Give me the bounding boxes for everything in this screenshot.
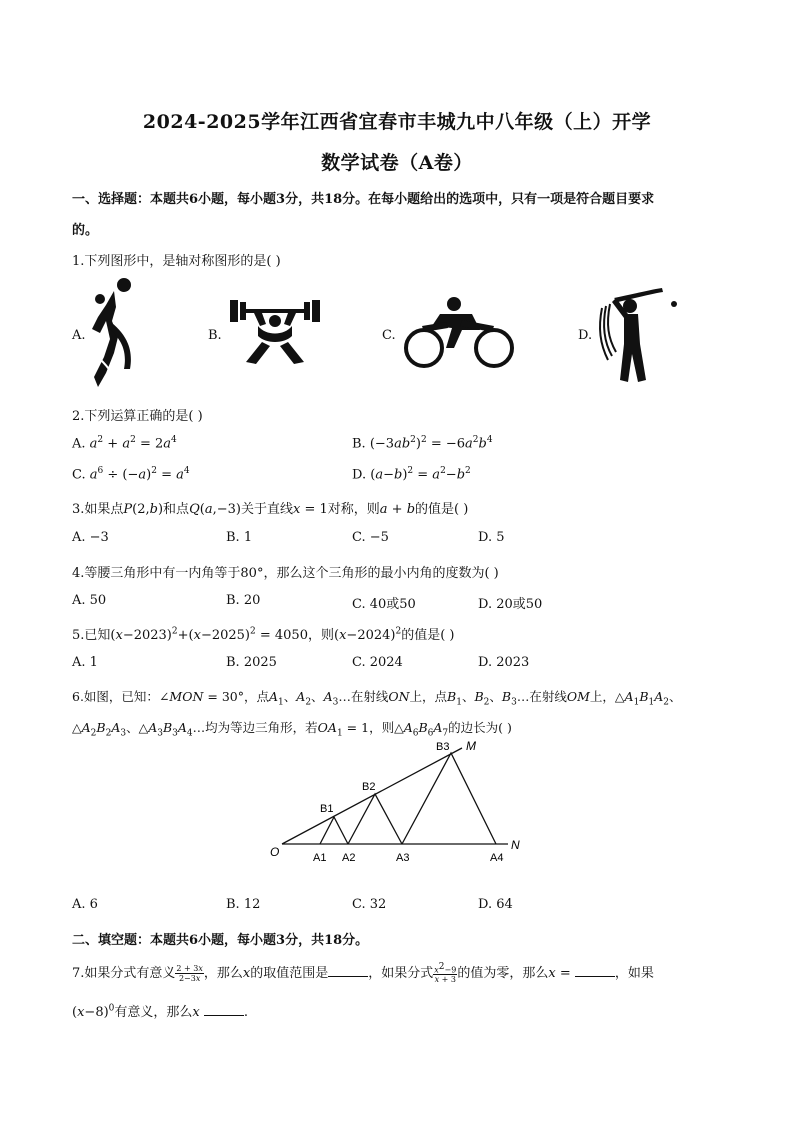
q1-option-b-label: B. [208, 328, 222, 343]
exam-title-line1: 2024-2025学年江西省宜春市丰城九中八年级（上）开学 [142, 111, 652, 133]
q2-option-c-label: C. [72, 467, 90, 483]
q3-stem-pre: 3.如果点 [72, 502, 124, 517]
q3-stem: 3.如果点P(2,b)和点Q(a,−3)关于直线x = 1对称，则a + b的值是( ) [72, 502, 469, 517]
q6-option-c: C. 32 [352, 897, 387, 912]
exam-title-line2: 数学试卷（A卷） [321, 152, 473, 174]
ray-OM [282, 748, 462, 844]
q2-option-c: C. $a^6 \div (-a)^2 = a^4$ [72, 466, 190, 483]
volleyball-player-icon [84, 277, 136, 389]
q6-option-a: A. 6 [72, 897, 98, 912]
q6-geometry-figure [262, 736, 532, 868]
q6-line1-mid2: …在射线 [338, 689, 389, 704]
q3-option-d: D. 5 [478, 530, 505, 545]
section2-heading: 二、填空题：本题共6小题，每小题3分，共18分。 [72, 933, 369, 948]
q2-option-a: A. $a^2 + a^2 = 2a^4$ [72, 435, 177, 452]
triangle-A3B3A4 [402, 753, 496, 844]
q3-stem-mid3: 对称，则 [327, 502, 380, 517]
label-B2: B2 [362, 781, 376, 793]
q3-option-a: A. −3 [72, 530, 109, 545]
label-O: O [270, 845, 280, 859]
q5-option-b: B. 2025 [226, 655, 277, 670]
q6-stem-line1: 6.如图，已知：∠MON = 30°，点$A_1$、$A_2$、$A_3\dots$在射线ON上，点$B_1$、$B_2$、$B_3\dots$在射线OM上，$\triangle A_1B_1A_2$、 [72, 689, 682, 708]
q6-option-b: B. 12 [226, 897, 261, 912]
section1-heading-cont: 的。 [72, 223, 99, 238]
golfer-icon [594, 284, 684, 384]
q2-option-b-label: B. [352, 436, 370, 452]
q6-line1-mid3: 上，点 [409, 689, 448, 704]
q3-stem-mid1: 和点 [163, 502, 190, 517]
q4-option-b: B. 20 [226, 593, 261, 608]
q5-stem-pre: 5.已知 [72, 628, 111, 643]
q7-stem-line1: 7.如果分式有意义 $\frac{2 + 3x}{2-3x}$ ，那么x的取值范围是 ，如果分式 $\frac{x^2-9}{x + 3}$ 的值为零，那么x = ，如果 [72, 961, 654, 985]
q5-stem-post: 的值是( ) [401, 628, 455, 643]
q4-option-c: C. 40或50 [352, 597, 416, 612]
q2-option-d-label: D. [352, 467, 371, 483]
cyclist-icon [402, 296, 516, 370]
q5-stem: 5.已知$(x-2023)^2+(x-2025)^2 = 4050$，则$(x-2024)^2$的值是( ) [72, 626, 455, 643]
q7-line1-post: ，如果 [614, 966, 654, 981]
q6-line1-pre: 6.如图，已知： [72, 689, 159, 704]
q4-stem: 4.等腰三角形中有一内角等于80°，那么这个三角形的最小内角的度数为( ) [72, 566, 499, 581]
q7-blank-2[interactable] [575, 964, 615, 977]
label-A2: A2 [342, 852, 356, 864]
q1-stem: 1.下列图形中，是轴对称图形的是( ) [72, 254, 281, 269]
q5-stem-mid: ，则 [307, 628, 334, 643]
label-N: N [511, 838, 520, 852]
q7-stem-line2: $(x-8)^0$有意义，那么x . [72, 1003, 249, 1020]
q6-stem-line2: $\triangle A_2B_2A_3$、$\triangle A_3B_3A_4\dots$均为等边三角形，若$OA_1 = 1$，则$\triangle A_6B_6A_7$的边长为( ) [72, 720, 512, 739]
label-A3: A3 [396, 852, 410, 864]
q7-line1-mid3: ，如果分式 [368, 966, 434, 981]
q7-line1-pre: 7.如果分式有意义 [72, 966, 176, 981]
q3-stem-mid2: 关于直线 [240, 502, 293, 517]
q7-blank-3[interactable] [204, 1003, 244, 1016]
q7-line2-mid: 有意义，那么 [114, 1005, 193, 1020]
q6-line2-mid2: ，则 [369, 720, 395, 735]
q2-option-b: B. $(-3ab^2)^2 = -6a^2b^4$ [352, 435, 493, 452]
q5-option-d: D. 2023 [478, 655, 530, 670]
q1-option-d-label: D. [578, 328, 593, 343]
q3-option-b: B. 1 [226, 530, 253, 545]
label-A4: A4 [490, 852, 504, 864]
section1-heading: 一、选择题：本题共6小题，每小题3分，共18分。在每小题给出的选项中，只有一项是符合题目要求 [72, 192, 655, 207]
q6-line1-mid4: …在射线 [516, 689, 567, 704]
q6-line1-mid1: ，点 [243, 689, 269, 704]
q6-option-d: D. 64 [478, 897, 513, 912]
weightlifter-icon [226, 296, 324, 366]
q6-line2-post: 的边长为( ) [448, 720, 512, 735]
q6-line1-mid5: 上， [589, 689, 615, 704]
q7-line1-mid2: 的取值范围是 [250, 966, 329, 981]
q2-option-d: D. $(a-b)^2 = a^2-b^2$ [352, 466, 471, 483]
label-B3: B3 [436, 741, 450, 753]
q2-stem: 2.下列运算正确的是( ) [72, 409, 203, 424]
q1-option-c-label: C. [382, 328, 396, 343]
q7-line1-mid1: ，那么 [203, 966, 243, 981]
q5-option-c: C. 2024 [352, 655, 403, 670]
q7-line2-post: . [243, 1005, 249, 1020]
q4-option-a: A. 50 [72, 593, 107, 608]
q7-line1-mid4: 的值为零，那么 [457, 966, 549, 981]
q1-option-a-label: A. [72, 328, 86, 343]
q6-line2-mid1: …均为等边三角形，若 [192, 720, 318, 735]
q7-fraction-2: $\frac{x^2-9}{x + 3}$ [434, 961, 457, 985]
q5-option-a: A. 1 [72, 655, 98, 670]
q3-stem-post: 的值是( ) [415, 502, 469, 517]
label-B1: B1 [320, 803, 334, 815]
q2-option-a-label: A. [72, 436, 90, 452]
label-M: M [466, 739, 476, 753]
q7-blank-1[interactable] [328, 964, 368, 977]
label-A1: A1 [313, 852, 327, 864]
q7-fraction-1: $\frac{2 + 3x}{2-3x}$ [176, 964, 203, 983]
q3-option-c: C. −5 [352, 530, 389, 545]
triangle-A2B2A3 [348, 794, 402, 844]
q4-option-d: D. 20或50 [478, 597, 543, 612]
